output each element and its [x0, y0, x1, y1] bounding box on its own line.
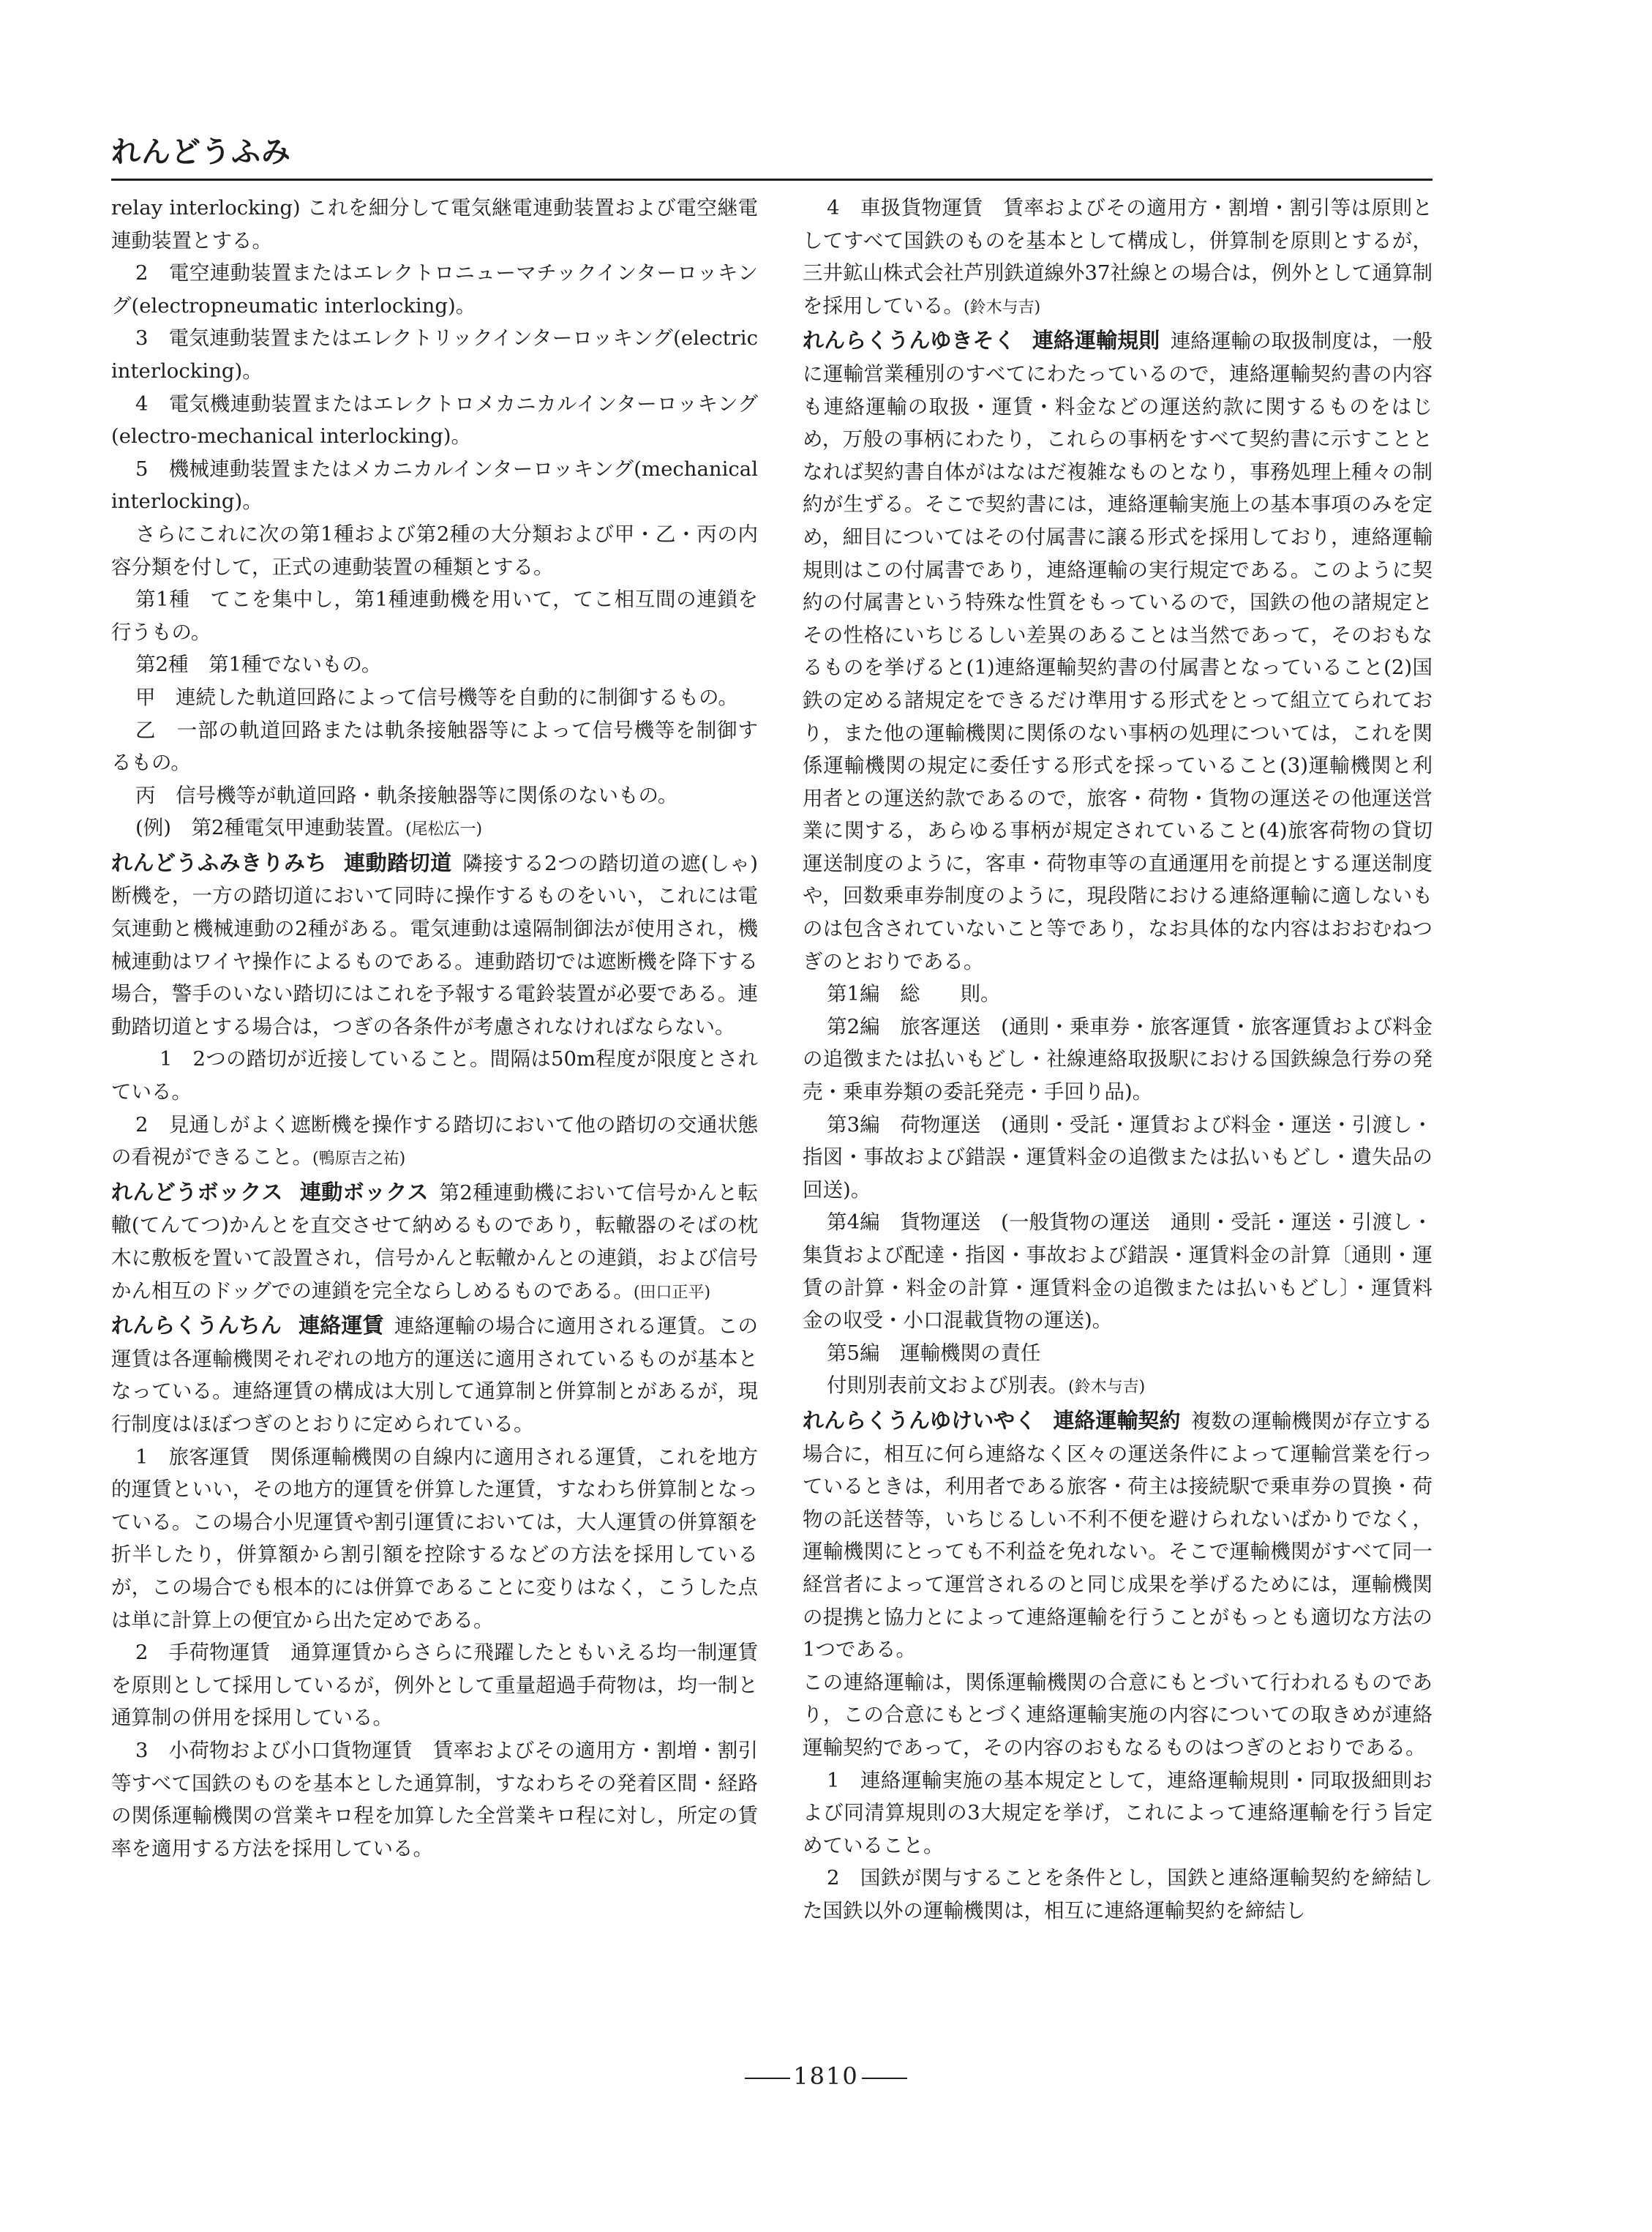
paragraph — [111, 812, 758, 847]
entry-headword: れんらくうんゆきそく — [803, 328, 1015, 353]
entry-term: 連動ボックス — [299, 1179, 429, 1205]
paragraph — [111, 1109, 758, 1176]
paragraph: 1 連絡運輸実施の基本規定として，連絡運輸規則・同取扱細則および同清算規則の3大規定を挙げ，これによって連絡運輸を行う旨定めていること。 — [803, 1768, 1433, 1857]
entry-term: 連絡運賃 — [299, 1313, 384, 1338]
paragraph: 3 電気連動装置またはエレクトリックインターロッキング(electric interlocking)。 — [111, 326, 758, 383]
list-item: 第2編 旅客運送 (通則・乗車券・旅客運賃・旅客運賃および料金の追徴または払いもどし・社線連絡取扱駅における国鉄線急行券の発売・乗車券類の委託発売・手回り品)。 — [803, 1014, 1433, 1104]
page-number — [0, 2062, 1652, 2090]
paragraph: 1 旅客運賃 関係運輸機関の自線内に適用される運賃，これを地方的運賃といい，その地方的運賃を併算した運賃，すなわち併算制となっている。この場合小児運賃や割引運賃においては，大人運賃の併算額を折半したり，併算額から割引額を控除するなどの方法を採用しているが，この場合でも根本的には併算であることに変りはなく，こうした点は単に計算上の便宜から出た定めである。 — [111, 1445, 758, 1632]
paragraph: 5 機械連動装置またはメカニカルインターロッキング(mechanical interlocking)。 — [111, 457, 758, 514]
entry-body: 連絡運輸の場合に適用される運賃。この運賃は各運輸機関それぞれの地方的運送に適用されているものが基本となっている。連絡運賃の構成は大別して通算制と併算制とがあるが，現行制度はほぼつぎのとおりに定められている。 — [111, 1314, 758, 1436]
paragraph: 2 電空連動装置またはエレクトロニューマチックインターロッキング(electropneumatic interlocking)。 — [111, 261, 758, 318]
dictionary-entry — [111, 1176, 758, 1309]
entry-body: 第2種連動機において信号かんと転轍(てんてつ)かんとを直交させて納めるものであり，転轍器のそばの枕木に敷板を置いて設置され，信号かんと転轍かんとの連鎖，および信号かん相互のドッグでの連鎖を完全ならしめるものである。 — [111, 1180, 758, 1303]
dictionary-entry — [803, 1404, 1433, 1666]
paragraph: 1 2つの踏切が近接していること。間隔は50m程度が限度とされている。 — [111, 1047, 758, 1104]
author-credit: (鴨原吉之祐) — [312, 1150, 406, 1169]
list-item: 第5編 運輸機関の責任 — [827, 1341, 1041, 1365]
paragraph: 第1種 てこを集中し，第1種連動機を用いて，てこ相互間の連鎖を行うもの。 — [111, 588, 758, 644]
example-text: (例) 第2種電気甲連動装置。 — [135, 816, 405, 840]
entry-term: 連動踏切道 — [344, 850, 452, 875]
page-number-dash — [862, 2078, 907, 2079]
header-rule — [111, 179, 1433, 181]
entry-term: 連絡運輸規則 — [1032, 328, 1160, 353]
entry-headword: れんどうふみきりみち — [111, 850, 327, 875]
entry-body: 隣接する2つの踏切道の遮(しゃ)断機を，一方の踏切道において同時に操作するものをいい，これには電気連動と機械連動の2種がある。電気連動は遠隔制御法が使用され，機械連動はワイヤ操作によるものである。連動踏切では遮断機を降下する場合，警手のいない踏切にはこれを予報する電鈴装置が必要である。連動踏切道とする場合は，つぎの各条件が考慮されなければならない。 — [111, 851, 758, 1038]
entry-headword: れんらくうんちん — [111, 1313, 282, 1338]
paragraph: 乙 一部の軌道回路または軌条接触器等によって信号機等を制御するもの。 — [111, 718, 758, 775]
paragraph: 第2種 第1種でないもの。 — [135, 653, 382, 677]
author-credit: (鈴木与吉) — [1068, 1378, 1146, 1397]
dictionary-entry — [111, 847, 758, 1044]
list-item: 第3編 荷物運送 (通則・受託・運賃および料金・運送・引渡し・指図・事故および錯誤・運賃料金の追徴または払いもどし・遺失品の回送)。 — [803, 1112, 1433, 1202]
paragraph-text: 2 見通しがよく遮断機を操作する踏切において他の踏切の交通状態の看視ができること。 — [111, 1112, 758, 1169]
paragraph: さらにこれに次の第1種および第2種の大分類および甲・乙・丙の内容分類を付して，正式の連動装置の種類とする。 — [111, 522, 758, 579]
paragraph: 2 手荷物運賃 通算運賃からさらに飛躍したともいえる均一制運賃を原則として採用しているが，例外として重量超過手荷物は，均一制と通算制の併用を採用している。 — [111, 1641, 758, 1730]
paragraph: 丙 信号機等が軌道回路・軌条接触器等に関係のないもの。 — [135, 783, 678, 807]
running-head: れんどうふみ — [111, 135, 291, 169]
author-credit: (鈴木与吉) — [964, 298, 1041, 317]
entry-body: 複数の運輸機関が存立する場合に，相互に何ら連絡なく区々の運送条件によって運輸営業を行っているときは，利用者である旅客・荷主は接続駅で乗車券の買換・荷物の託送替等，いちじるしい不利不便を避けられないばかりでなく，運輸機関にとっても不利益を免れない。そこで運輸機関がすべて同一経営者によって運営されるのと同じ成果を挙げるためには，運輸機関の提携と協力とによって連絡運輸を行うことがもっとも適切な方法の1つである。 — [803, 1409, 1433, 1662]
list-item: 第1編 総 則。 — [827, 982, 1001, 1006]
author-credit: (尾松広一) — [405, 820, 483, 839]
list-item-text: 付則別表前文および別表。 — [827, 1374, 1068, 1398]
entry-headword: れんらくうんゆけいやく — [803, 1407, 1037, 1433]
right-column — [803, 192, 1433, 2036]
dictionary-entry — [803, 324, 1433, 978]
entry-body: 連絡運輸の取扱制度は，一般に運輸営業種別のすべてにわたっているので，連絡運輸契約書の内容も連絡運輸の取扱・運賃・料金などの運送約款に関するものをはじめ，万般の事柄にわたり，これらの事柄をすべて契約書に示すこととなれば契約書自体がはなはだ複雑なものとなり，事務処理上種々の制約が生ずる。そこで契約書には，連絡運輸実施上の基本事項のみを定め，細目についてはその付属書に譲る形式を採用しており，連絡運輸規則はこの付属書であり，連絡運輸の実行規定である。このように契約の付属書という特殊な性質をもっているので，国鉄の他の諸規定とその性格にいちじるしい差異のあることは当然であって，そのおもなるものを挙げると(1)連絡運輸契約書の付属書となっていること(2)国鉄の定める諸規定をできるだけ準用する形式をとって組立てられており，また他の運輸機関に関係のない事柄の処理については，これを関係運輸機関の規定に委任する形式を採っていること(3)運輸機関と利用者との運送約款であるので，旅客・荷物・貨物の運送その他運送営業に関する，あらゆる事柄が規定されていること(4)旅客荷物の貸切運送制度のように，客車・荷物車等の直通運用を前提とする運送制度や，回数乗車券制度のように，現段階における連絡運輸に適しないものは包含されていないこと等であり，なお具体的な内容はおおむねつぎのとおりである。 — [803, 329, 1433, 973]
dictionary-entry — [111, 1309, 758, 1440]
paragraph: 3 小荷物および小口貨物運賃 賃率およびその適用方・割増・割引等すべて国鉄のものを基本とした通算制，すなわちその発着区間・経路の関係運輸機関の営業キロ程を加算した全営業キロ程に対し，所定の賃率を適用する方法を採用している。 — [111, 1738, 758, 1860]
entry-headword: れんどうボックス — [111, 1179, 283, 1205]
list-item: 第4編 貨物運送 (一般貨物の運送 通則・受託・運送・引渡し・集貨および配達・指図・事故および錯誤・運賃料金の計算〔通則・運賃の計算・料金の計算・運賃料金の追徴または払いもどし〕・運賃料金の収受・小口混載貨物の運送)。 — [803, 1210, 1433, 1333]
list-item — [803, 1369, 1433, 1404]
left-column — [111, 192, 758, 2036]
paragraph: この連絡運輸は，関係運輸機関の合意にもとづいて行われるものであり，この合意にもとづく連絡運輸実施の内容についての取きめが連絡運輸契約であって，その内容のおもなるものはつぎのとおりである。 — [803, 1670, 1433, 1759]
paragraph: 甲 連続した軌道回路によって信号機等を自動的に制御するもの。 — [135, 685, 738, 709]
page-number-value: 1810 — [793, 2062, 859, 2090]
paragraph-text: 4 車扱貨物運賃 賃率およびその適用方・割増・割引等は原則としてすべて国鉄のものを基本として構成し，併算制を原則とするが，三井鉱山株式会社芦別鉄道線外37社線との場合は，例外として通算制を採用している。 — [803, 196, 1433, 318]
paragraph: 4 電気機連動装置またはエレクトロメカニカルインターロッキング(electro-mechanical interlocking)。 — [111, 392, 758, 449]
paragraph: 2 国鉄が関与することを条件とし，国鉄と連絡運輸契約を締結した国鉄以外の運輸機関は，相互に連絡運輸契約を締結し — [803, 1866, 1433, 1922]
paragraph — [803, 192, 1433, 324]
author-credit: (田口正平) — [633, 1283, 711, 1302]
paragraph: relay interlocking) これを細分して電気継電連動装置および電空継電連動装置とする。 — [111, 196, 758, 252]
entry-term: 連絡運輸契約 — [1053, 1407, 1181, 1433]
page-number-dash — [745, 2078, 790, 2079]
